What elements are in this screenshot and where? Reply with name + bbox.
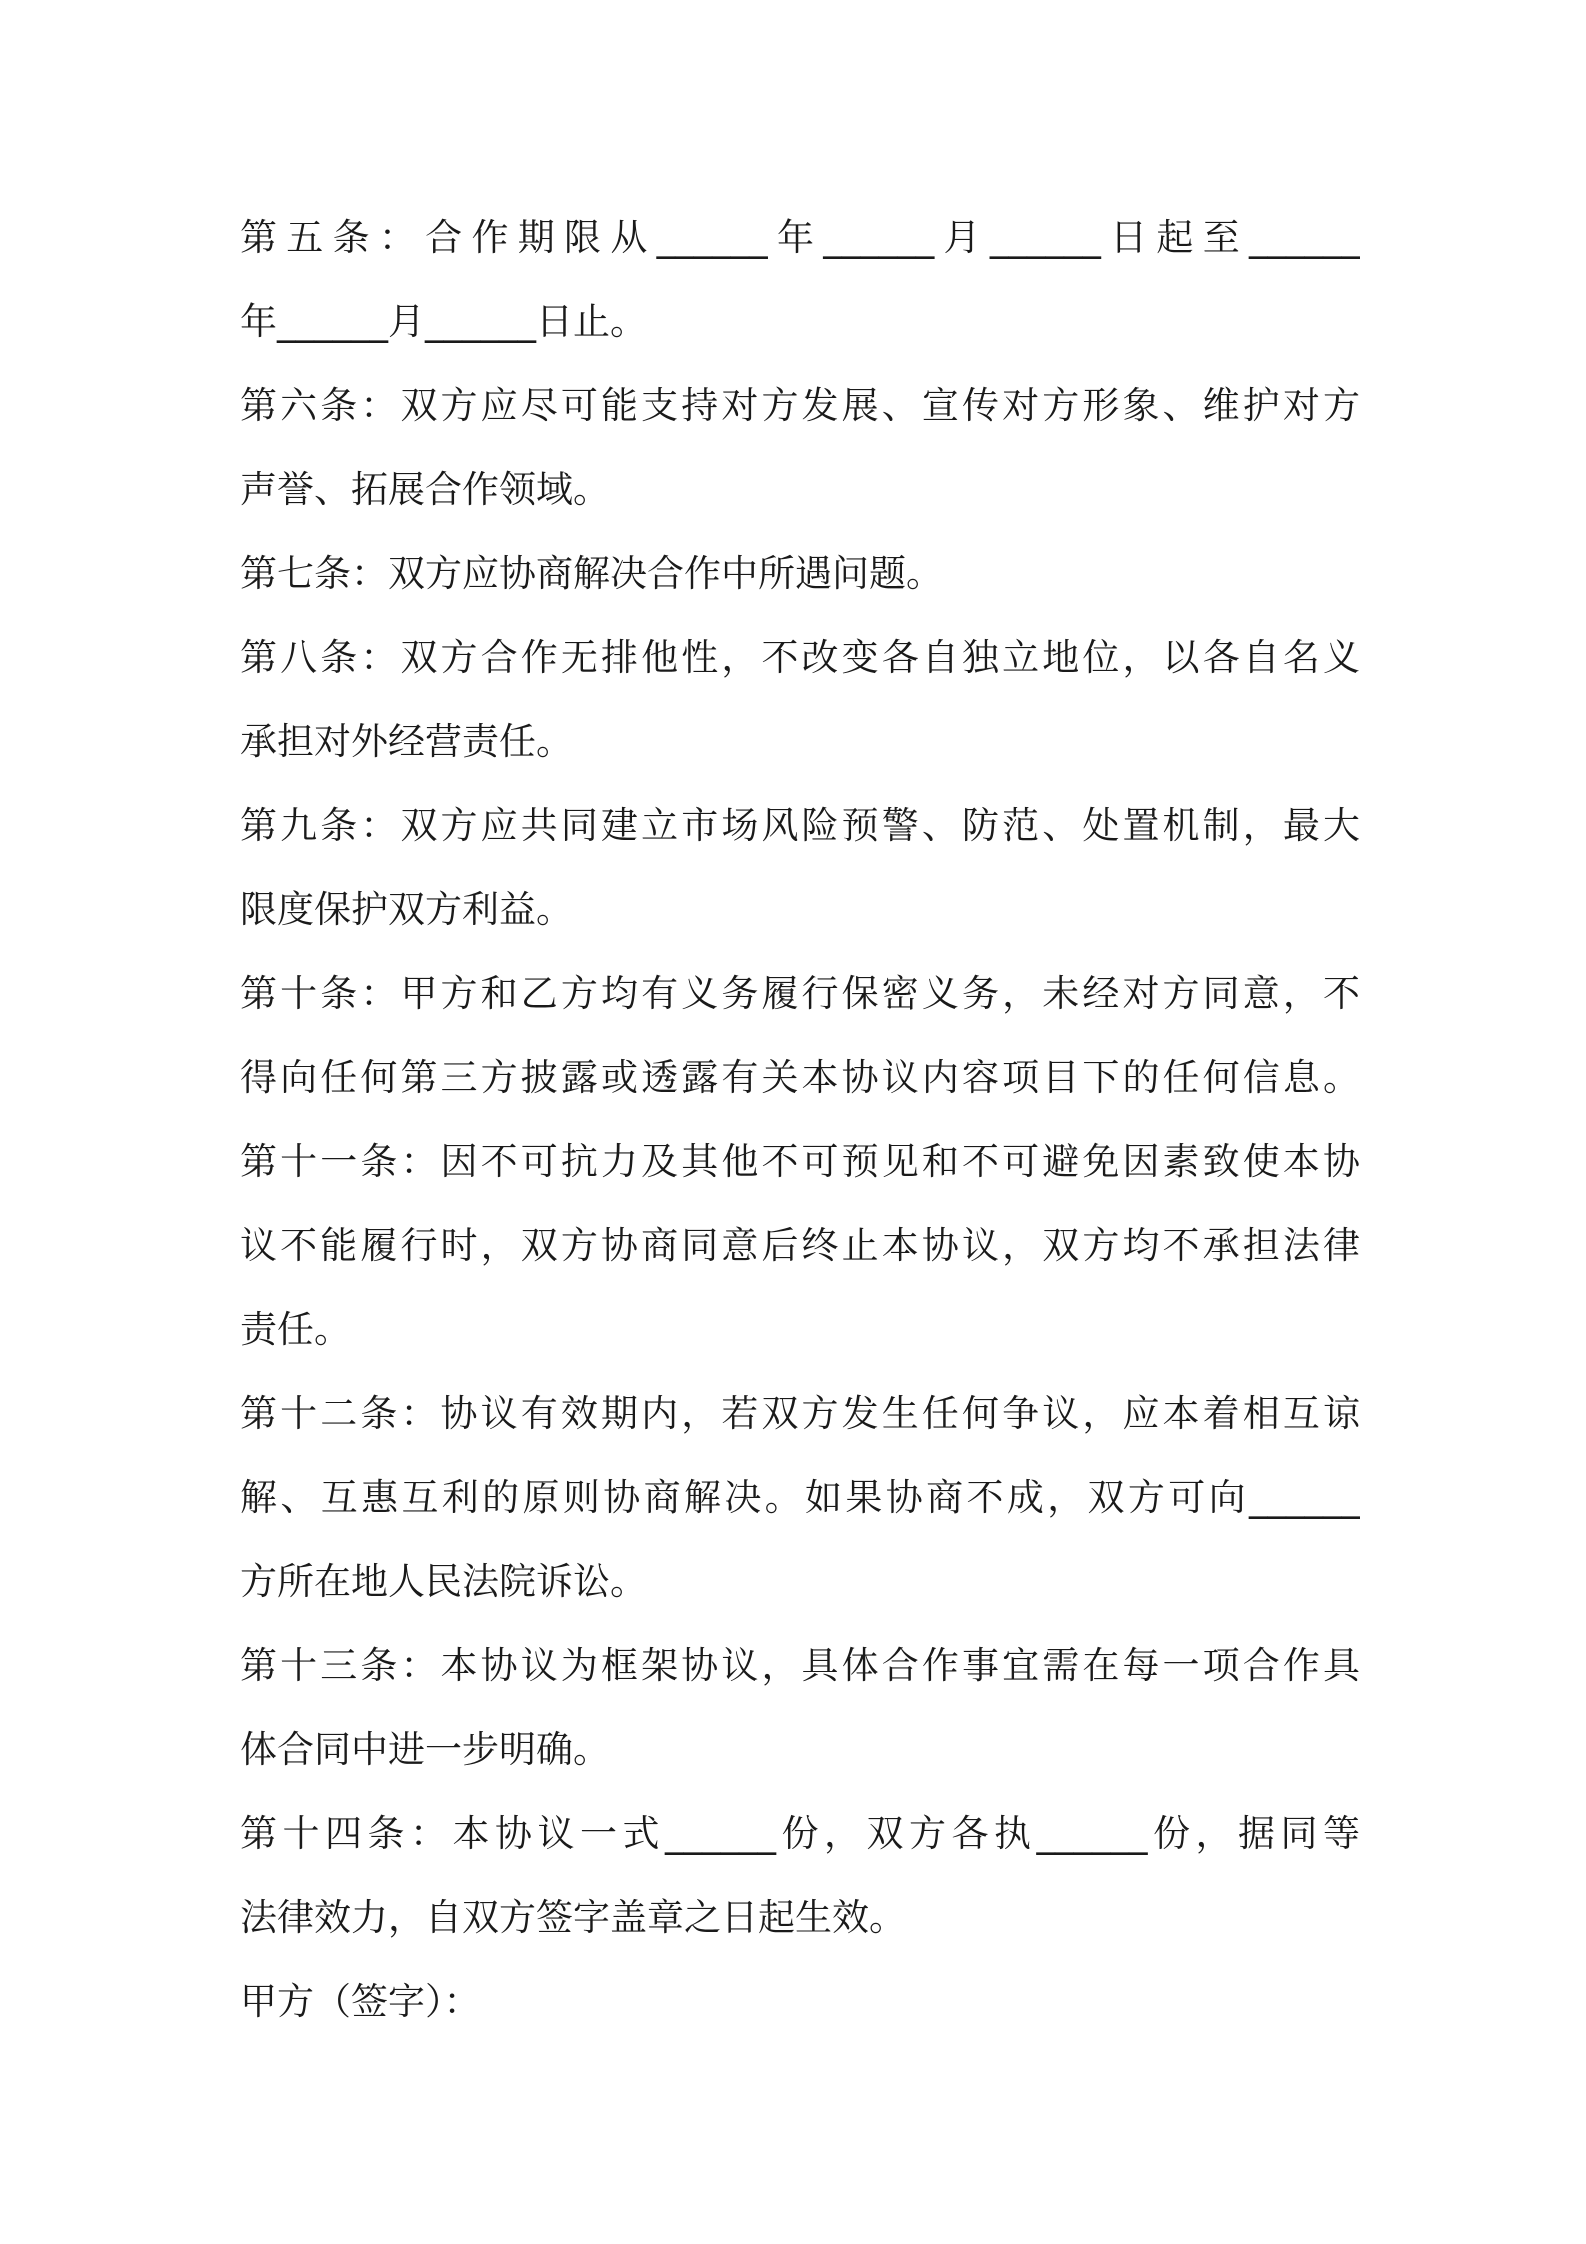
clause-8-line-2: 承担对外经营责任。	[240, 720, 573, 763]
clause-6-line-1: 第六条：双方应尽可能支持对方发展、宣传对方形象、维护对方	[240, 384, 1360, 427]
party-a-signature-label: 甲方（签字）：	[240, 1980, 481, 2023]
clause-11-line-1: 第十一条：因不可抗力及其他不可预见和不可避免因素致使本协	[240, 1140, 1360, 1183]
clause-14-line-1: 第十四条：本协议一式______份，双方各执______份，据同等	[240, 1812, 1360, 1855]
clause-14-line-2: 法律效力，自双方签字盖章之日起生效。	[240, 1896, 906, 1939]
clause-12-line-1: 第十二条：协议有效期内，若双方发生任何争议，应本着相互谅	[240, 1392, 1360, 1435]
clause-12-line-2: 解、互惠互利的原则协商解决。如果协商不成，双方可向______	[240, 1476, 1360, 1519]
clause-13-line-2: 体合同中进一步明确。	[240, 1728, 610, 1771]
clause-13-line-1: 第十三条：本协议为框架协议，具体合作事宜需在每一项合作具	[240, 1644, 1360, 1687]
clause-9-line-1: 第九条：双方应共同建立市场风险预警、防范、处置机制，最大	[240, 804, 1360, 847]
clause-9-line-2: 限度保护双方利益。	[240, 888, 573, 931]
clause-10-line-1: 第十条：甲方和乙方均有义务履行保密义务，未经对方同意，不	[240, 972, 1360, 1015]
clause-12-line-3: 方所在地人民法院诉讼。	[240, 1560, 647, 1603]
agreement-body	[240, 196, 1360, 2044]
clause-6-line-2: 声誉、拓展合作领域。	[240, 468, 610, 511]
clause-10-line-2: 得向任何第三方披露或透露有关本协议内容项目下的任何信息。	[240, 1056, 1360, 1099]
clause-7-line-1: 第七条：双方应协商解决合作中所遇问题。	[240, 552, 943, 595]
clause-8-line-1: 第八条：双方合作无排他性，不改变各自独立地位，以各自名义	[240, 636, 1360, 679]
clause-11-line-3: 责任。	[240, 1308, 351, 1351]
clause-5-line-1: 第五条：合作期限从______年______月______日起至______	[240, 216, 1360, 259]
clause-5-line-2: 年______月______日止。	[240, 300, 647, 343]
clause-11-line-2: 议不能履行时，双方协商同意后终止本协议，双方均不承担法律	[240, 1224, 1360, 1267]
